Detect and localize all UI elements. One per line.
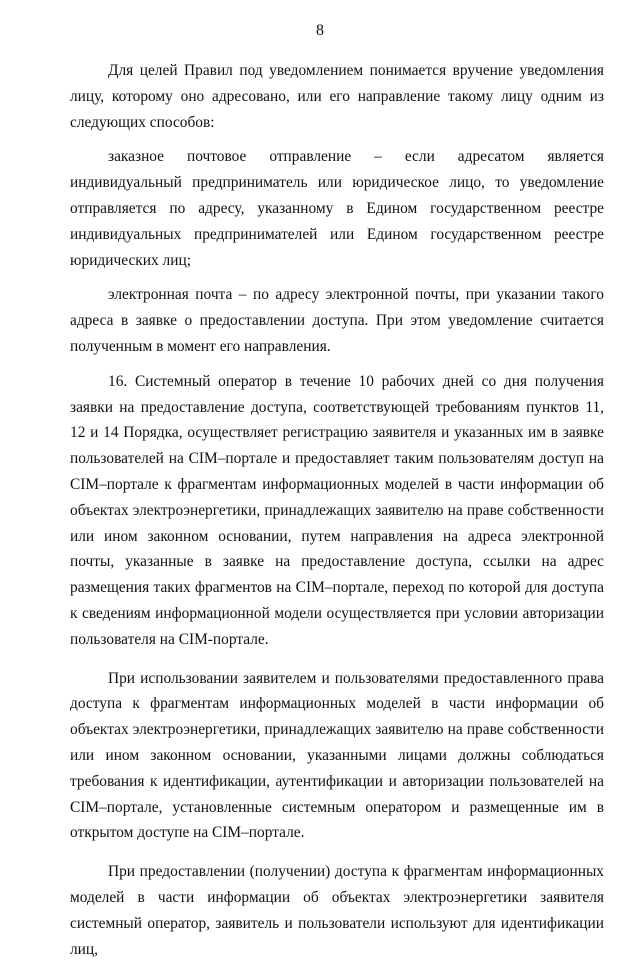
paragraph-item-16: 16. Системный оператор в течение 10 рабочих дней со дня получения заявки на предоставление доступа, соответствующей требованиям пунктов 11, 12 и 14 Порядка, осуществляет регистрацию заявителя и указанных им в заявке пользователей на CIM–портале и предоставляет таким пользователям доступ на CIM–портале к фрагментам информационных моделей в части информации об объектах электроэнергетики, принадлежащих заявителю на праве собственности или ином законном основании, путем направления на адреса электронной почты, указанные в заявке на предоставление доступа, ссылки на адрес размещения таких фрагментов на CIM–портале, переход по которой для доступа к сведениям информационной модели осуществляется при условии авторизации пользователя на CIM-портале. — [70, 372, 604, 648]
page-number: 8 — [316, 22, 324, 39]
paragraph-access-requirements: При использовании заявителем и пользователями предоставленного права доступа к фрагментам информационных моделей в части информации об объектах электроэнергетики, принадлежащих заявителю на праве собственности или ином законном основании, указанными лицами должны соблюдаться требования к идентификации, аутентификации и авторизации пользователей на CIM–портале, установленные системным оператором и размещенные им в открытом доступе на CIM–портале. — [70, 669, 604, 842]
paragraph-access-identification: При предоставлении (получении) доступа к фрагментам информационных моделей в части информации об объектах электроэнергетики заявителя системный оператор, заявитель и пользователи используют для идентификации лиц, — [70, 863, 604, 958]
document-body — [70, 58, 604, 962]
paragraph-registered-mail: заказное почтовое отправление – если адресатом является индивидуальный предприниматель или юридическое лицо, то уведомление отправляется по адресу, указанному в Едином государственном реестре индивидуальных предпринимателей или Едином государственном реестре юридических лиц; — [70, 148, 604, 269]
paragraph-email: электронная почта – по адресу электронной почты, при указании такого адреса в заявке о предоставлении доступа. При этом уведомление считается полученным в момент его направления. — [70, 286, 604, 355]
paragraph-notice-definition: Для целей Правил под уведомлением понимается вручение уведомления лицу, которому оно адресовано, или его направление такому лицу одним из следующих способов: — [70, 62, 604, 131]
